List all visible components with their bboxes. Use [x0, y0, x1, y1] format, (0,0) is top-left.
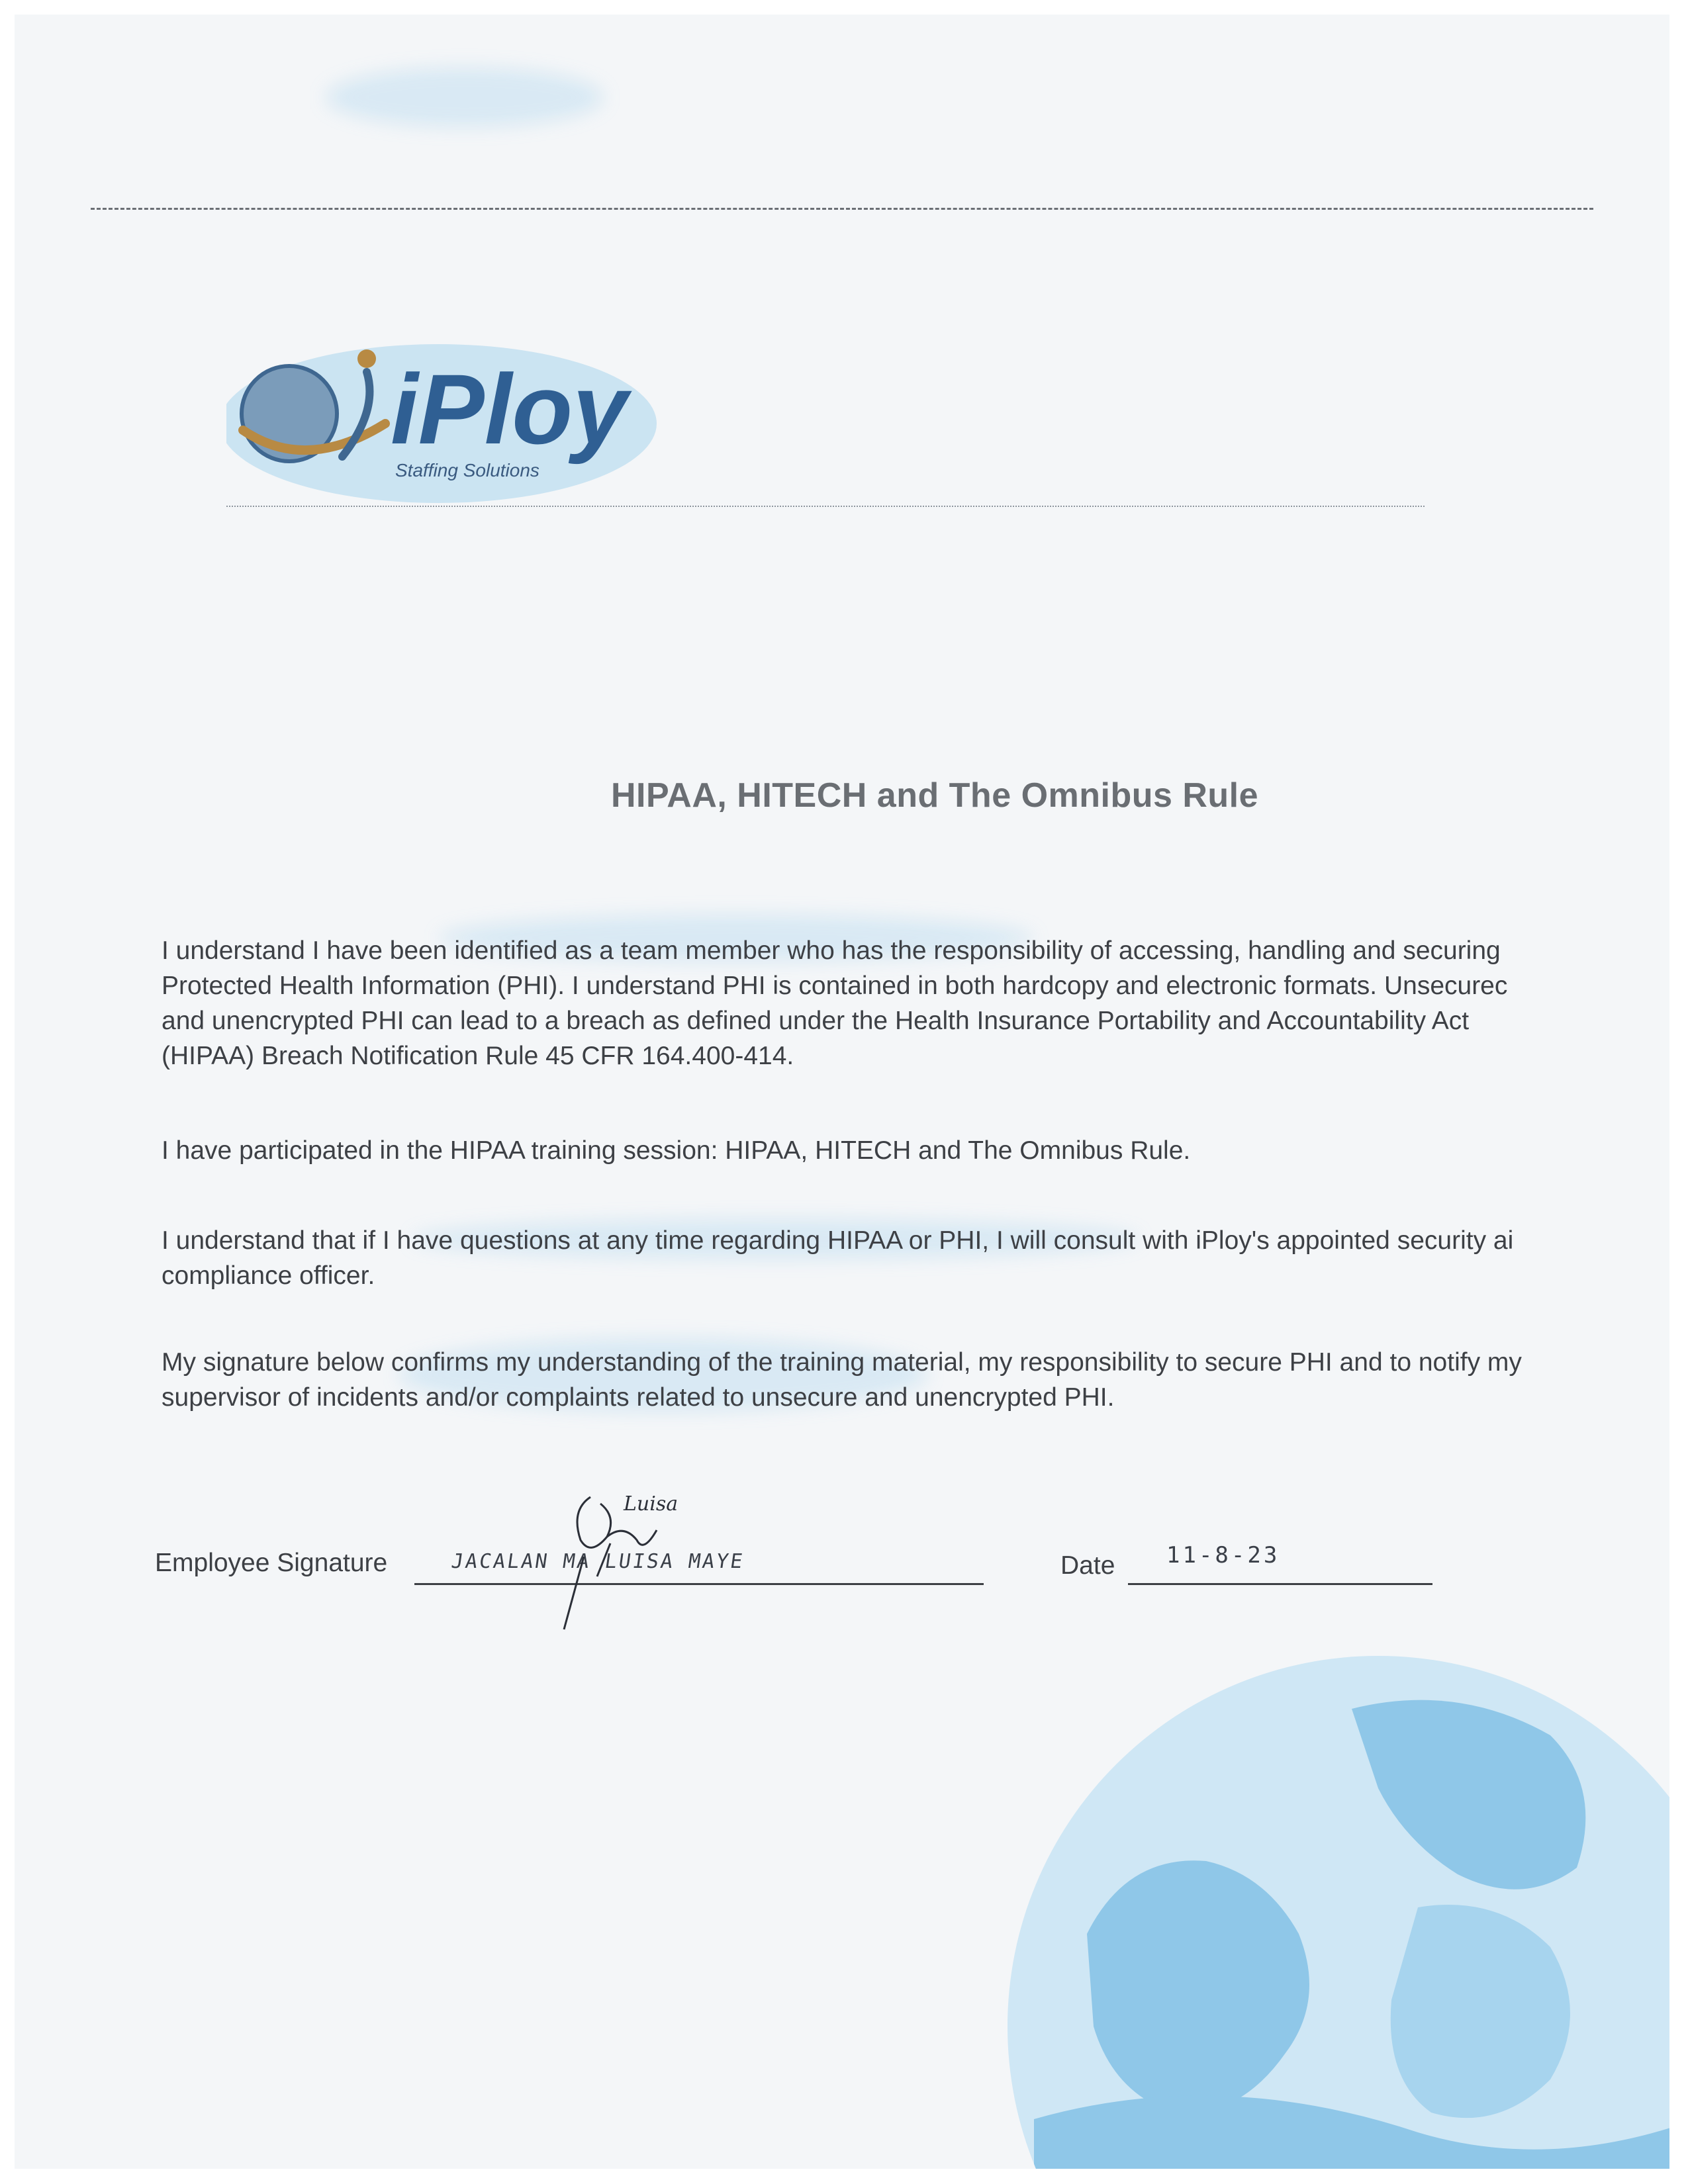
- printed-employee-name: JACALAN MA LUISA MAYE: [449, 1550, 746, 1573]
- globe-watermark: [955, 1656, 1669, 2169]
- paragraph-compliance-officer: I understand that if I have questions at any time regarding HIPAA or PHI, I will consult with iPloy's appointed security ai compliance officer.: [162, 1226, 1514, 1290]
- date-label: Date: [1060, 1551, 1115, 1580]
- toner-smudge: [326, 68, 604, 127]
- paragraph-signature-confirmation: My signature below confirms my understanding of the training material, my responsibility to secure PHI and to notify my supervisor of incidents and/or complaints related to unsecure and unencrypted PHI.: [162, 1348, 1522, 1412]
- paragraph-training-participation: I have participated in the HIPAA training session: HIPAA, HITECH and The Omnibus Rule.: [162, 1136, 1191, 1165]
- employee-signature-label: Employee Signature: [155, 1549, 388, 1577]
- handwritten-signature: [544, 1477, 716, 1636]
- document-title: HIPAA, HITECH and The Omnibus Rule: [610, 776, 1259, 815]
- logo-tagline: Staffing Solutions: [395, 460, 539, 480]
- header-rule: [91, 208, 1593, 210]
- logo-wordmark: iPloy: [391, 353, 628, 465]
- paragraph-phi-responsibility: I understand I have been identified as a team member who has the responsibility of accessing, handling and securing Protected Health Information (PHI). I understand PHI is contained in both hardcopy and electronic formats. Unsecurec and unencrypted PHI can lead to a breach as defined under the Health Insurance Portability and Accountability Act (HIPAA) Breach Notification Rule 45 CFR 164.400-414.: [162, 936, 1508, 1070]
- date-value: 11-8-23: [1166, 1542, 1280, 1569]
- iploy-logo: [226, 331, 703, 503]
- scanned-page: [15, 15, 1669, 2169]
- logo-underline: [226, 506, 1425, 507]
- date-line: [1128, 1583, 1432, 1585]
- signature-scrawl: Luisa: [624, 1492, 679, 1516]
